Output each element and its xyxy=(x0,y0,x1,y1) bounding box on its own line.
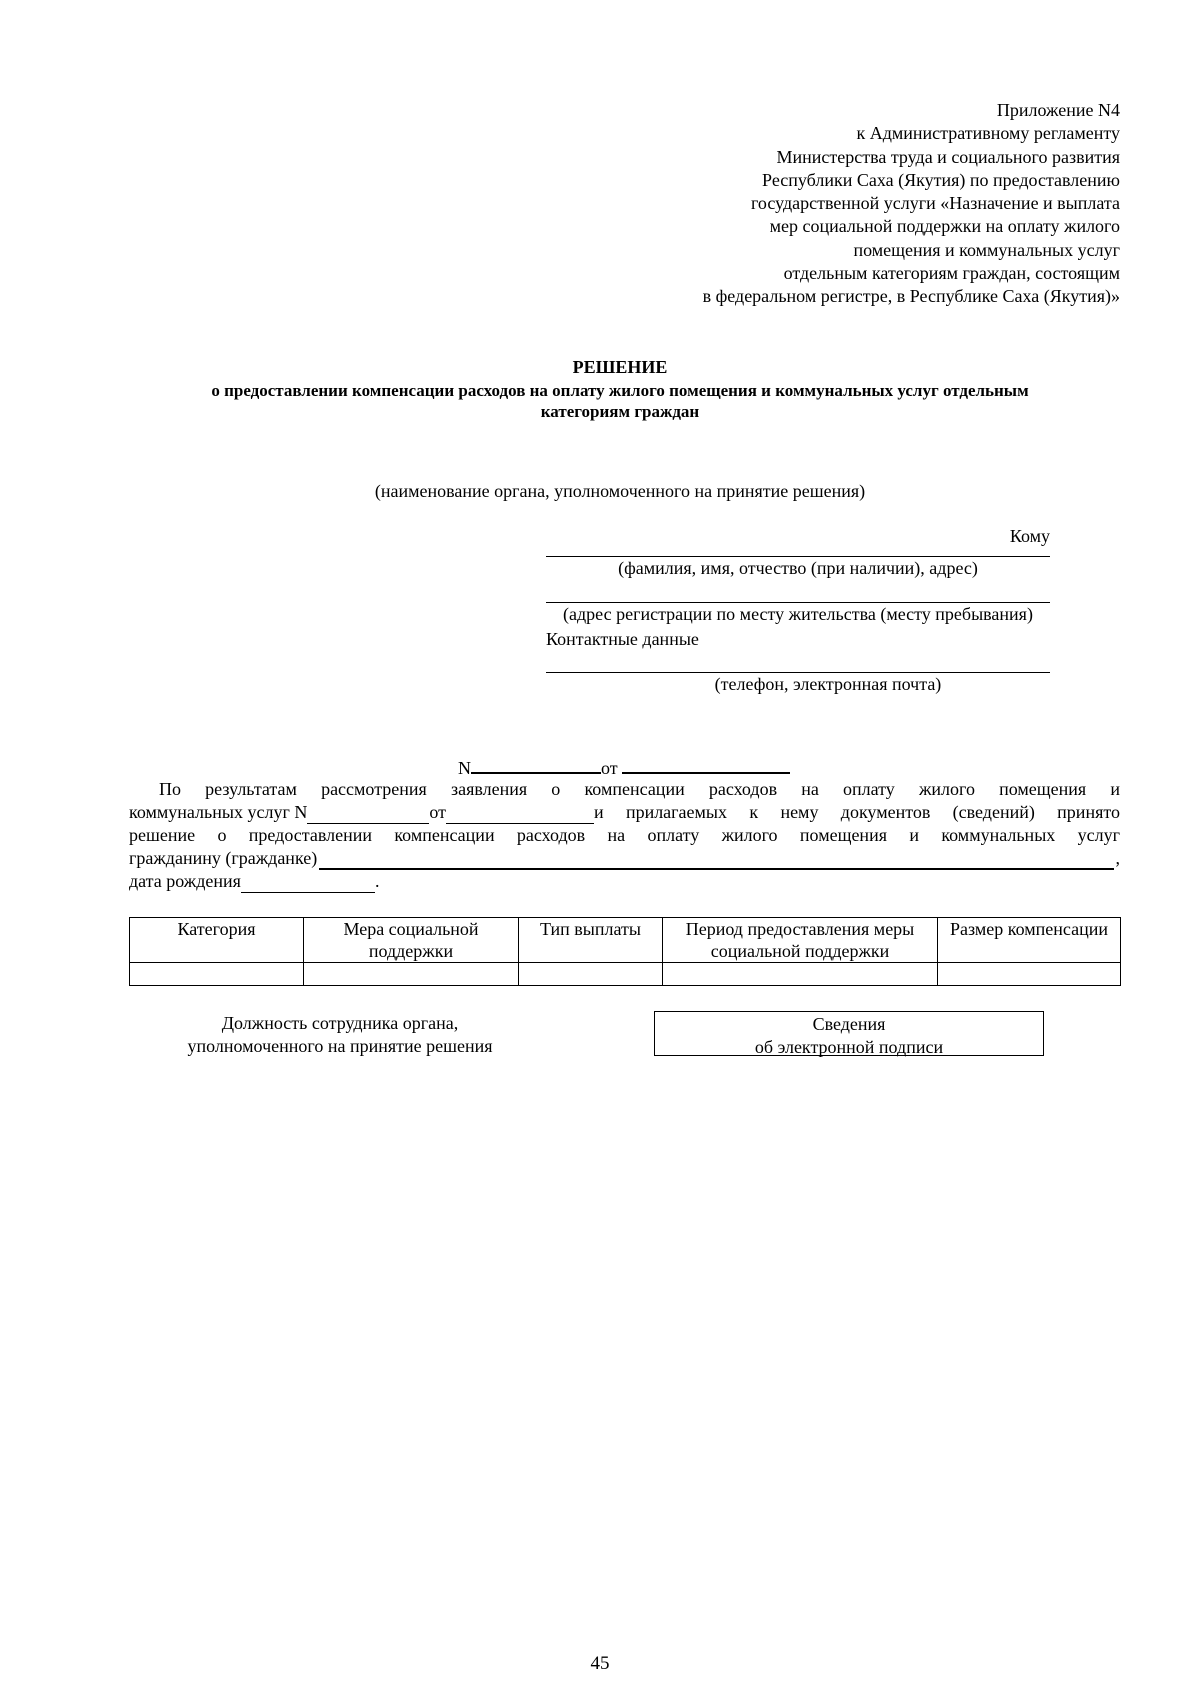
table-header-row xyxy=(130,918,1121,963)
contacts-caption: (телефон, электронная почта) xyxy=(714,674,942,694)
appendix-line: Министерства труда и социального развития xyxy=(776,146,1120,167)
table-header-cell: Мера социальной поддержки xyxy=(304,918,519,963)
body-text-fragment: от xyxy=(429,802,446,822)
table-cell[interactable] xyxy=(130,963,304,986)
signature-line: Сведения xyxy=(812,1014,886,1034)
title-line: категориям граждан xyxy=(540,402,700,421)
compensation-table xyxy=(129,917,1121,986)
table-header-cell: Категория xyxy=(130,918,304,963)
body-text-fragment: коммунальных услуг N xyxy=(129,802,308,822)
page-number: 45 xyxy=(590,1653,610,1674)
table-header-cell: Тип выплаты xyxy=(519,918,663,963)
appendix-line: Республики Саха (Якутия) по предоставлению xyxy=(762,169,1120,190)
table-cell[interactable] xyxy=(304,963,519,986)
table-row xyxy=(130,963,1121,986)
title-line: о предоставлении компенсации расходов на оплату жилого помещения и коммунальных услуг отдельным xyxy=(211,381,1029,400)
appendix-line: мер социальной поддержки на оплату жилого xyxy=(769,216,1120,237)
body-line: По результатам рассмотрения заявления о компенсации расходов на оплату жилого помещения и xyxy=(159,779,1120,799)
number-label: N xyxy=(458,758,471,778)
title-main: РЕШЕНИЕ xyxy=(572,357,668,377)
birth-date-field[interactable] xyxy=(241,875,375,893)
appendix-line: Приложение N4 xyxy=(996,100,1120,120)
appendix-line: государственной услуги «Назначение и выплата xyxy=(750,193,1120,214)
appendix-line: помещения и коммунальных услуг xyxy=(853,239,1120,260)
org-name-caption: (наименование органа, уполномоченного на принятие решения) xyxy=(374,481,866,501)
signature-line: об электронной подписи xyxy=(754,1037,944,1057)
from-label: от xyxy=(601,758,618,778)
to-label: Кому xyxy=(1009,526,1050,546)
date-field[interactable] xyxy=(622,755,790,774)
decision-body xyxy=(129,778,1120,893)
table-header-cell: Период предоставления меры социальной поддержки xyxy=(663,918,938,963)
appendix-line: отдельным категориям граждан, состоящим xyxy=(783,263,1120,284)
body-text-fragment: , xyxy=(1115,848,1120,868)
table-cell[interactable] xyxy=(938,963,1121,986)
application-number-field[interactable] xyxy=(307,806,429,824)
signature-info-box xyxy=(654,1011,1044,1056)
body-line xyxy=(129,801,1120,824)
citizen-name-field[interactable] xyxy=(319,851,1113,870)
appendix-line: к Административному регламенту xyxy=(856,123,1120,144)
body-line xyxy=(129,870,1120,893)
name-caption: (фамилия, имя, отчество (при наличии), адрес) xyxy=(618,558,978,578)
document-title xyxy=(120,357,1120,422)
body-line xyxy=(129,847,1120,870)
official-position: Должность сотрудника органа, уполномоченного на принятие решения xyxy=(187,1013,493,1056)
table-header-cell: Размер компенсации xyxy=(938,918,1121,963)
decision-number-line xyxy=(458,755,790,780)
body-text-fragment: и прилагаемых к нему документов (сведений) принято xyxy=(593,802,1120,822)
table-cell[interactable] xyxy=(663,963,938,986)
recipient-block xyxy=(546,525,1050,696)
body-line: решение о предоставлении компенсации расходов на оплату жилого помещения и коммунальных услуг xyxy=(129,825,1120,845)
appendix-header xyxy=(560,99,1120,309)
table-cell[interactable] xyxy=(519,963,663,986)
body-text-fragment: гражданину (гражданке) xyxy=(129,848,318,868)
number-field[interactable] xyxy=(471,755,601,774)
body-text-fragment: . xyxy=(374,871,380,891)
body-text-fragment: дата рождения xyxy=(129,871,241,891)
contacts-label: Контактные данные xyxy=(546,629,699,649)
address-caption: (адрес регистрации по месту жительства (месту пребывания) xyxy=(563,604,1033,624)
appendix-line: в федеральном регистре, в Республике Саха (Якутия)» xyxy=(702,286,1120,307)
application-date-field[interactable] xyxy=(446,806,594,824)
